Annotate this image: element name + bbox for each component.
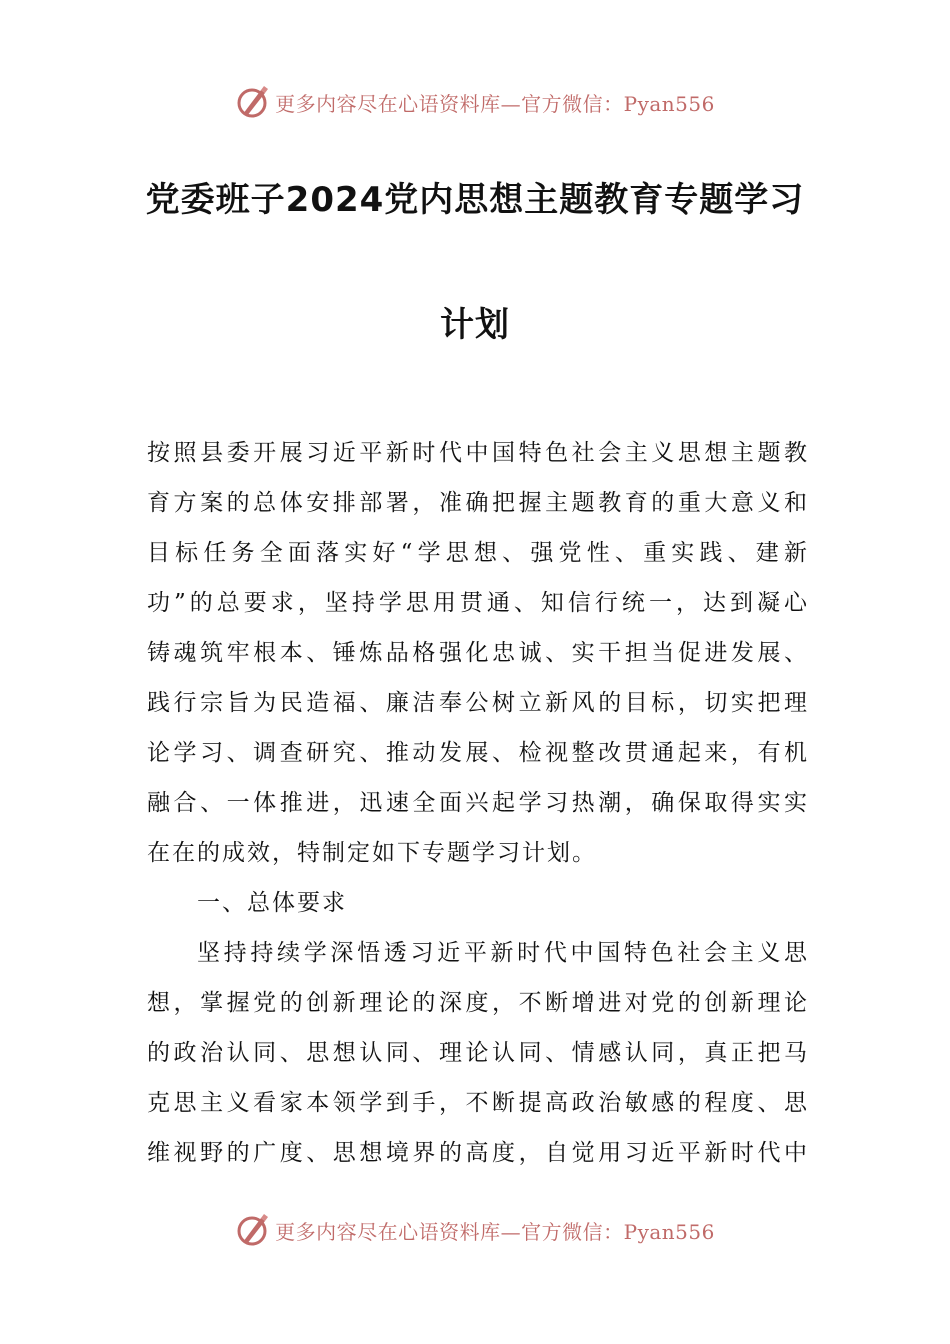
document-title-line-2: 计划 [440,305,510,345]
body-line: 铸魂筑牢根本、锤炼品格强化忠诚、实干担当促进发展、 [147,640,807,666]
pen-circle-icon [235,1212,271,1248]
body-line: 克思主义看家本领学到手，不断提高政治敏感的程度、思 [147,1090,807,1116]
body-line: 的政治认同、思想认同、理论认同、情感认同，真正把马 [147,1040,807,1066]
body-line: 育方案的总体安排部署，准确把握主题教育的重大意义和 [147,490,807,516]
section-heading: 一、总体要求 [197,890,347,916]
body-line: 维视野的广度、思想境界的高度，自觉用习近平新时代中 [147,1140,807,1166]
body-line: 功”的总要求，坚持学思用贯通、知信行统一，达到凝心 [147,590,807,616]
body-line: 想，掌握党的创新理论的深度，不断增进对党的创新理论 [147,990,807,1016]
body-line: 践行宗旨为民造福、廉洁奉公树立新风的目标，切实把理 [147,690,807,716]
body-line: 论学习、调查研究、推动发展、检视整改贯通起来，有机 [147,740,807,766]
watermark-text: 更多内容尽在心语资料库—官方微信：Pyan556 [275,1219,715,1244]
footer-watermark-banner [0,1210,950,1250]
body-line: 目标任务全面落实好“学思想、强党性、重实践、建新 [147,540,807,566]
body-line: 融合、一体推进，迅速全面兴起学习热潮，确保取得实实 [147,790,807,816]
document-title-line-1: 党委班子2024党内思想主题教育专题学习 [145,180,805,220]
header-watermark-banner [0,82,950,122]
body-line: 在在的成效，特制定如下专题学习计划。 [147,840,597,866]
document-body [147,428,807,1178]
pen-circle-icon [235,84,271,120]
body-line: 坚持持续学深悟透习近平新时代中国特色社会主义思 [197,940,807,966]
body-line: 按照县委开展习近平新时代中国特色社会主义思想主题教 [147,440,807,466]
watermark-text: 更多内容尽在心语资料库—官方微信：Pyan556 [275,91,715,116]
